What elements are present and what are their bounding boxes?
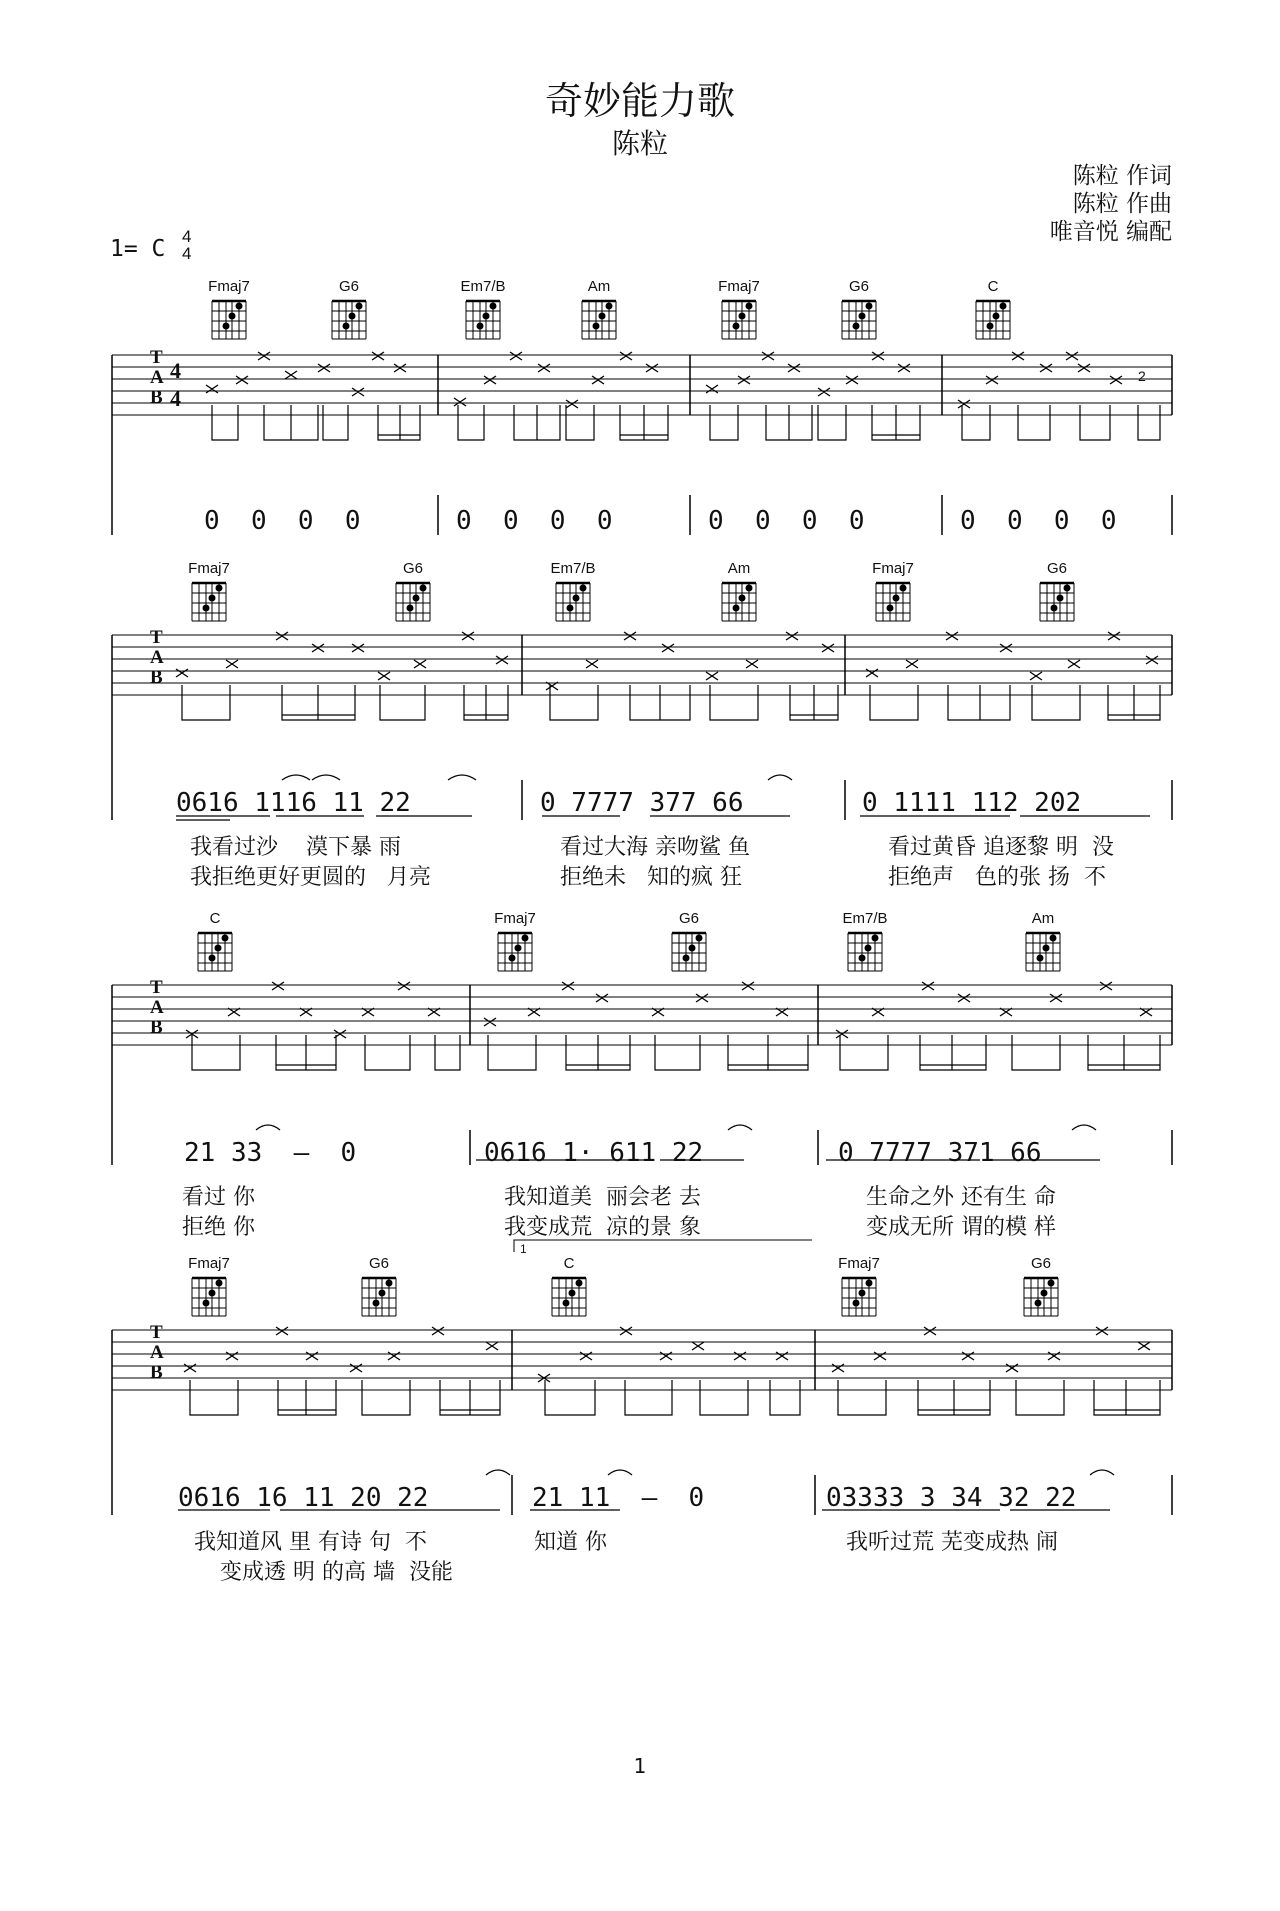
chord-diagram-c — [192, 910, 238, 977]
tab-letter-t: T — [150, 1322, 163, 1343]
chord-grid-icon — [842, 927, 888, 977]
chord-diagram-g6 — [326, 278, 372, 345]
lyric-line-verse2: 拒绝 你 — [182, 1215, 255, 1240]
volta-number: 1 — [520, 1242, 527, 1256]
song-title: 奇妙能力歌 — [544, 79, 735, 123]
chord-grid-icon — [1034, 577, 1080, 627]
tab-letter-b: B — [150, 1362, 163, 1383]
chord-diagram-fmaj7 — [206, 278, 252, 345]
chord-name: C — [987, 278, 999, 295]
chord-grid-icon — [576, 295, 622, 345]
lyric-line-verse1: 我知道风 里 有诗 句 不 — [194, 1530, 427, 1555]
chord-grid-icon — [356, 1272, 402, 1322]
tab-clef-4 — [150, 1323, 164, 1383]
chord-name: Am — [587, 278, 611, 295]
time-signature-bottom: 4 — [182, 244, 192, 263]
lyric-line-verse2: 变成透 明 的高 墙 没能 — [220, 1560, 453, 1585]
chord-diagram-am — [576, 278, 622, 345]
numbered-notation-measure: 21 33 – 0 — [184, 1138, 357, 1168]
lyric-line-verse1: 我听过荒 芜变成热 闹 — [846, 1530, 1058, 1555]
numbered-notation-measure: 0 0 0 0 — [708, 506, 865, 536]
chord-diagram-c — [546, 1255, 592, 1322]
tab-letter-t: T — [150, 347, 163, 368]
chord-grid-icon — [186, 577, 232, 627]
numbered-notation-measure: 03333 3 34 32 22 — [826, 1483, 1077, 1513]
tab-letter-a: A — [150, 1342, 164, 1363]
chord-name: G6 — [1046, 560, 1067, 577]
tab-clef-2 — [150, 628, 164, 688]
tab-letter-a: A — [150, 647, 164, 668]
chord-diagram-fmaj7 — [716, 278, 762, 345]
numbered-notation-measure: 0616 1116 11 22 — [176, 788, 411, 818]
chord-diagram-em7b — [460, 278, 506, 345]
chord-diagram-fmaj7 — [836, 1255, 882, 1322]
chord-grid-icon — [550, 577, 596, 627]
lyric-line-verse1: 看过 你 — [182, 1185, 255, 1210]
tab-time-signature — [170, 357, 181, 413]
lyric-line-verse1: 生命之外 还有生 命 — [866, 1185, 1056, 1210]
chord-name: Fmaj7 — [188, 560, 230, 577]
chord-name: Fmaj7 — [872, 560, 914, 577]
numbered-notation-measure: 0 0 0 0 — [960, 506, 1117, 536]
lyric-line-verse1: 看过大海 亲吻鲨 鱼 — [560, 835, 750, 860]
tab-clef-3 — [150, 978, 164, 1038]
chord-diagram-fmaj7 — [870, 560, 916, 627]
chord-grid-icon — [546, 1272, 592, 1322]
key-signature: 1= C — [110, 236, 166, 262]
numbered-notation-measure: 0616 1· 611 22 — [484, 1138, 704, 1168]
time-signature-top: 4 — [182, 227, 192, 246]
lyric-line-verse2: 变成无所 谓的模 样 — [866, 1215, 1056, 1240]
chord-grid-icon — [1018, 1272, 1064, 1322]
chord-grid-icon — [206, 295, 252, 345]
chord-diagram-am — [716, 560, 762, 627]
lyric-line-verse1: 我看过沙 漠下暴 雨 — [190, 835, 401, 860]
chord-diagram-em7b — [842, 910, 888, 977]
chord-diagram-g6 — [836, 278, 882, 345]
chord-diagram-em7b — [550, 560, 596, 627]
tab-letter-b: B — [150, 1017, 163, 1038]
lyric-line-verse1: 知道 你 — [534, 1530, 607, 1555]
chord-grid-icon — [326, 295, 372, 345]
chord-diagram-fmaj7 — [186, 1255, 232, 1322]
chord-diagram-g6 — [356, 1255, 402, 1322]
chord-diagram-fmaj7 — [186, 560, 232, 627]
chord-name: Fmaj7 — [494, 910, 536, 927]
chord-diagram-g6 — [390, 560, 436, 627]
chord-name: G6 — [402, 560, 423, 577]
lyric-line-verse2: 拒绝未 知的疯 狂 — [560, 865, 742, 890]
chord-name: G6 — [368, 1255, 389, 1272]
chord-name: Em7/B — [550, 560, 596, 577]
tab-clef — [150, 348, 164, 408]
chord-grid-icon — [716, 295, 762, 345]
lyric-line-verse1: 看过黄昏 追逐黎 明 没 — [888, 835, 1114, 860]
numbered-notation-measure: 0 0 0 0 — [456, 506, 613, 536]
chord-name: Em7/B — [842, 910, 888, 927]
lyric-line-verse1: 我知道美 丽会老 去 — [504, 1185, 701, 1210]
numbered-notation-measure: 0 7777 377 66 — [540, 788, 744, 818]
numbered-notation-measure: 0 7777 371 66 — [838, 1138, 1042, 1168]
chord-name: G6 — [1030, 1255, 1051, 1272]
lyric-line-verse2: 我变成荒 凉的景 象 — [504, 1215, 701, 1240]
numbered-notation-measure: 0 0 0 0 — [204, 506, 361, 536]
tab-letter-a: A — [150, 367, 164, 388]
chord-name: G6 — [678, 910, 699, 927]
page-number: 1 — [633, 1754, 647, 1778]
tab-letter-t: T — [150, 627, 163, 648]
credit-arrangement: 唯音悦 编配 — [1049, 219, 1172, 245]
chord-grid-icon — [1020, 927, 1066, 977]
tab-letter-t: T — [150, 977, 163, 998]
chord-diagram-g6 — [1034, 560, 1080, 627]
tab-timesig-top: 4 — [170, 358, 181, 383]
tab-letter-b: B — [150, 667, 163, 688]
tab-letter-b: B — [150, 387, 163, 408]
chord-grid-icon — [870, 577, 916, 627]
chord-grid-icon — [836, 1272, 882, 1322]
numbered-notation-measure: 0616 16 11 20 22 — [178, 1483, 429, 1513]
credit-lyrics: 陈粒 作词 — [1072, 163, 1172, 189]
lyric-line-verse2: 我拒绝更好更圆的 月亮 — [190, 865, 431, 890]
chord-diagram-am — [1020, 910, 1066, 977]
lyric-line-verse2: 拒绝声 色的张 扬 不 — [888, 865, 1106, 890]
chord-name: Am — [727, 560, 751, 577]
chord-grid-icon — [492, 927, 538, 977]
numbered-notation-measure: 0 1111 112 202 — [862, 788, 1082, 818]
chord-grid-icon — [186, 1272, 232, 1322]
chord-name: Fmaj7 — [838, 1255, 880, 1272]
chord-name: Fmaj7 — [188, 1255, 230, 1272]
chord-diagram-g6 — [1018, 1255, 1064, 1322]
artist-name: 陈粒 — [611, 127, 668, 160]
chord-grid-icon — [836, 295, 882, 345]
chord-name: C — [209, 910, 221, 927]
chord-name: Fmaj7 — [718, 278, 760, 295]
chord-name: Em7/B — [460, 278, 506, 295]
chord-grid-icon — [970, 295, 1016, 345]
chord-name: Am — [1031, 910, 1055, 927]
fret-number: 2 — [1138, 368, 1146, 384]
credit-music: 陈粒 作曲 — [1072, 191, 1172, 217]
chord-name: G6 — [338, 278, 359, 295]
chord-grid-icon — [716, 577, 762, 627]
chord-diagram-c — [970, 278, 1016, 345]
chord-name: G6 — [848, 278, 869, 295]
tab-letter-a: A — [150, 997, 164, 1018]
chord-name: Fmaj7 — [208, 278, 250, 295]
chord-name: C — [563, 1255, 575, 1272]
chord-grid-icon — [390, 577, 436, 627]
chord-diagram-fmaj7 — [492, 910, 538, 977]
chord-grid-icon — [460, 295, 506, 345]
chord-grid-icon — [192, 927, 238, 977]
chord-diagram-g6 — [666, 910, 712, 977]
chord-grid-icon — [666, 927, 712, 977]
tab-timesig-bottom: 4 — [170, 386, 181, 411]
numbered-notation-measure: 21 11 – 0 — [532, 1483, 705, 1513]
